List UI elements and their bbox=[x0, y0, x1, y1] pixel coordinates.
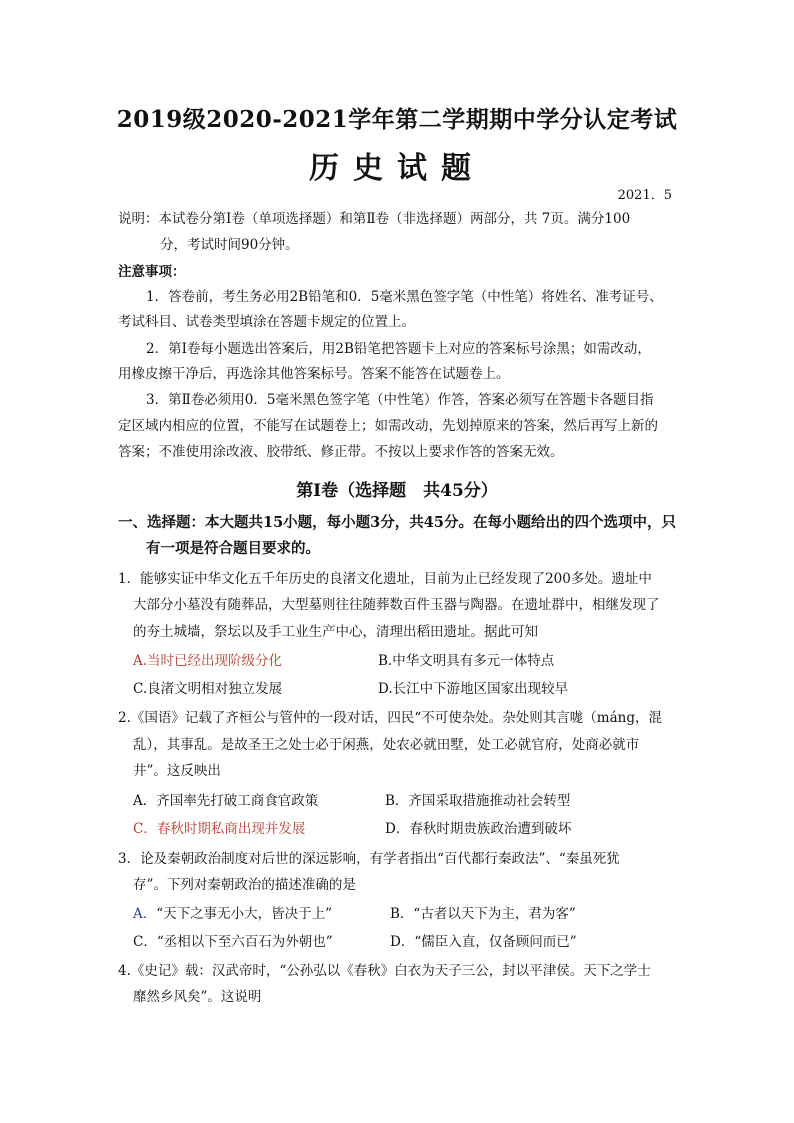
section-1-instruction-line-1: 一、选择题：本大题共15小题，每小题3分，共45分。在每小题给出的四个选项中，只 bbox=[118, 514, 676, 531]
exam-title: 2019级2020-2021学年第二学期期中学分认定考试 bbox=[116, 106, 678, 133]
q3-option-c: C．“丞相以下至六百石为外朝也” bbox=[133, 934, 333, 950]
q3-stem-line-1: 3．论及秦朝政治制度对后世的深远影响，有学者指出“百代都行秦政法”、“秦虽死犹 bbox=[118, 851, 620, 867]
q3-option-d: D．“儒臣入直，仅备顾问而已” bbox=[390, 934, 577, 950]
q1-stem-line-1: 1．能够实证中华文化五千年历史的良渚文化遗址，目前为止已经发现了200多处。遗址中 bbox=[118, 571, 652, 587]
q1-option-a: A.当时已经出现阶级分化 bbox=[133, 653, 283, 669]
q2-option-b: B．齐国采取措施推动社会转型 bbox=[385, 793, 571, 809]
q1-option-c: C.良渚文明相对独立发展 bbox=[133, 681, 283, 697]
attention-item-1-line-1: 1．答卷前，考生务必用2B铅笔和0．5毫米黑色签字笔（中性笔）将姓名、准考证号、 bbox=[146, 289, 663, 305]
q3-option-b: B．“古者以天下为主，君为客” bbox=[390, 906, 576, 922]
attention-title: 注意事项： bbox=[118, 264, 186, 280]
q1-option-d: D.长江中下游地区国家出现较早 bbox=[378, 681, 569, 697]
section-1-title: 第Ⅰ卷（选择题 共45分） bbox=[296, 481, 498, 501]
q3-option-a-text: “天下之事无小大，皆决于上” bbox=[156, 906, 333, 922]
attention-item-1-line-2: 考试科目、试卷类型填涂在答题卡规定的位置上。 bbox=[118, 314, 415, 330]
attention-item-3-line-3: 答案；不准使用涂改液、胶带纸、修正带。不按以上要求作答的答案无效。 bbox=[118, 444, 564, 460]
subject-title: 历史试题 bbox=[309, 151, 485, 186]
q2-option-c: C．春秋时期私商出现并发展 bbox=[133, 821, 306, 837]
description-line-1: 说明：本试卷分第Ⅰ卷（单项选择题）和第Ⅱ卷（非选择题）两部分，共 7页。满分100 bbox=[118, 211, 631, 227]
attention-item-3-line-2: 定区域内相应的位置，不能写在试题卷上；如需改动，先划掉原来的答案，然后再写上新的 bbox=[118, 418, 658, 434]
attention-item-2-line-1: 2．第Ⅰ卷每小题选出答案后，用2B铅笔把答题卡上对应的答案标号涂黑；如需改动， bbox=[146, 341, 651, 357]
q2-stem-line-1: 2.《国语》记载了齐桓公与管仲的一段对话，四民“不可使杂处。杂处则其言哤（máng，混 bbox=[118, 710, 662, 726]
q2-stem-line-3: 井”。这反映出 bbox=[133, 763, 221, 779]
attention-item-3-line-1: 3．第Ⅱ卷必须用0．5毫米黑色签字笔（中性笔）作答，答案必须写在答题卡各题目指 bbox=[146, 392, 654, 408]
attention-item-2-line-2: 用橡皮擦干净后，再选涂其他答案标号。答案不能答在试题卷上。 bbox=[118, 366, 510, 382]
q3-option-a-label: A． bbox=[133, 906, 157, 922]
q1-stem-line-3: 的夯土城墙，祭坛以及手工业生产中心，清理出稻田遗址。据此可知 bbox=[133, 624, 538, 640]
q4-stem-line-1: 4.《史记》载：汉武帝时，“公孙弘以《春秋》白衣为天子三公，封以平津侯。天下之学士 bbox=[118, 963, 651, 979]
q1-stem-line-2: 大部分小墓没有随葬品，大型墓则往往随葬数百件玉器与陶器。在遗址群中，相继发现了 bbox=[133, 597, 660, 613]
q1-option-b: B.中华文明具有多元一体特点 bbox=[378, 653, 555, 669]
q3-option-a bbox=[133, 905, 332, 923]
description-line-2: 分，考试时间90分钟。 bbox=[160, 237, 299, 253]
q2-stem-line-2: 乱），其事乱。是故圣王之处士必于闲燕，处农必就田墅，处工必就官府，处商必就市 bbox=[133, 737, 640, 753]
exam-date: 2021．5 bbox=[617, 188, 672, 203]
section-1-instruction-line-2: 有一项是符合题目要求的。 bbox=[146, 540, 320, 557]
q4-stem-line-2: 靡然乡风矣”。这说明 bbox=[133, 989, 262, 1005]
q2-option-d: D．春秋时期贵族政治遭到破坏 bbox=[385, 821, 572, 837]
q2-option-a: A．齐国率先打破工商食官政策 bbox=[133, 793, 319, 809]
q3-stem-line-2: 存”。下列对秦朝政治的描述准确的是 bbox=[133, 877, 356, 893]
